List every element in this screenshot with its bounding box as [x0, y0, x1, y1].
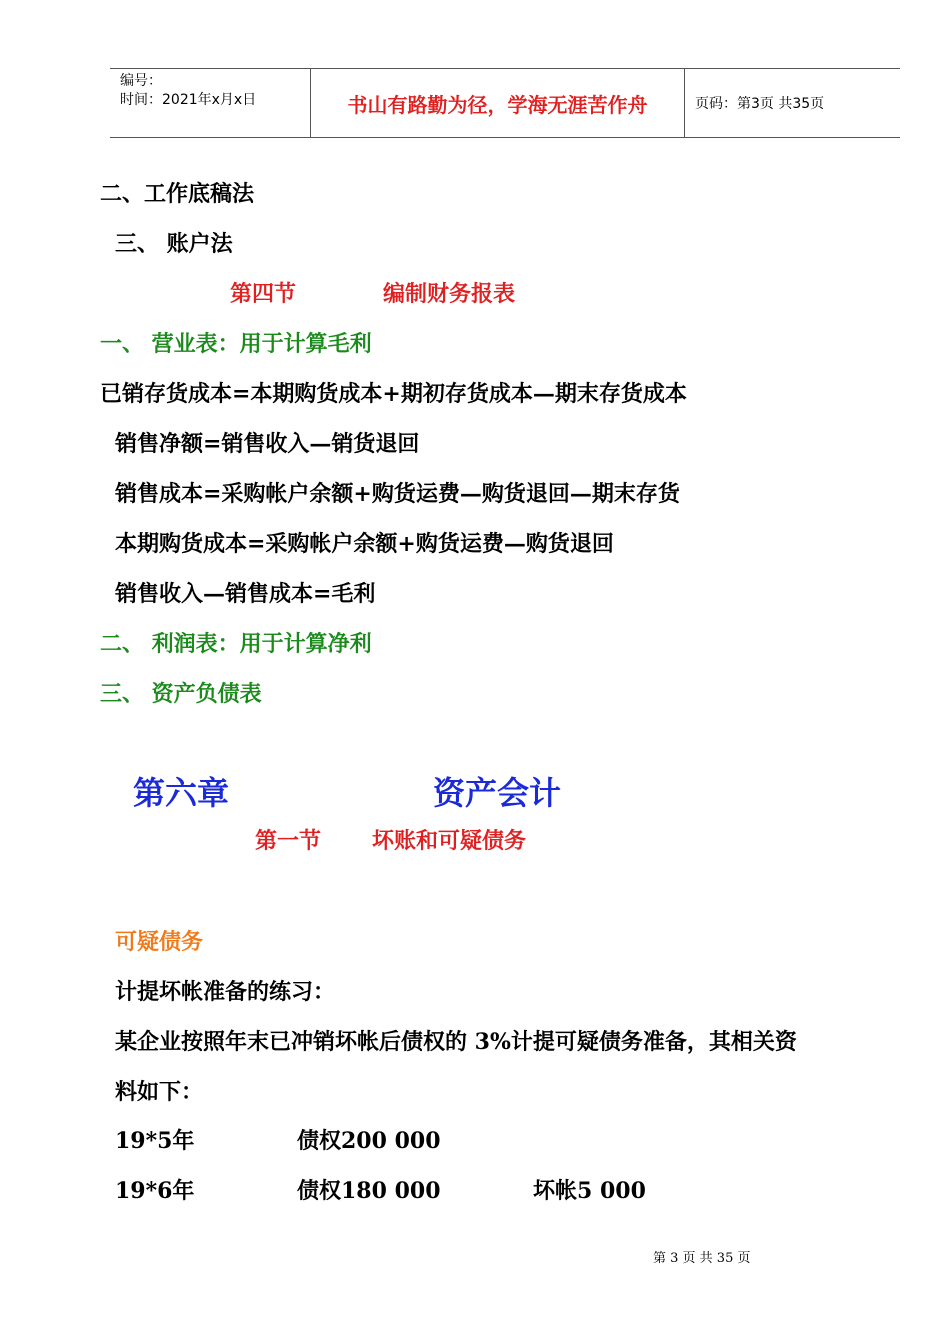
- row1-debt: 债权200 000: [297, 1128, 441, 1154]
- header-left-cell: [110, 69, 311, 137]
- item-balance-sheet: 三、 资产负债表: [100, 681, 262, 707]
- heading-working-paper: 二、工作底稿法: [100, 181, 255, 207]
- row2-bad-debt: 坏帐5 000: [533, 1178, 646, 1204]
- exercise-title: 计提坏帐准备的练习：: [115, 979, 336, 1005]
- time-label: 时间：2021年x月x日: [120, 92, 257, 108]
- section4-title: 编制财务报表: [383, 281, 516, 307]
- heading-account-method: 三、 账户法: [115, 231, 233, 257]
- page-header: [110, 68, 900, 138]
- row1-year: 19*5年: [115, 1128, 195, 1154]
- item-income-statement: 一、 营业表：用于计算毛利: [100, 331, 372, 357]
- item-profit-statement: 二、 利润表：用于计算净利: [100, 631, 372, 657]
- header-page-info: 页码：第3页 共35页: [695, 96, 825, 112]
- section1-number: 第一节: [255, 828, 322, 854]
- page-footer: 第 3 页 共 35 页: [653, 1251, 751, 1266]
- number-label: 编号：: [120, 73, 162, 89]
- exercise-text-line1: 某企业按照年末已冲销坏帐后债权的 3%计提可疑债务准备，其相关资: [115, 1029, 797, 1055]
- chapter-number: 第六章: [133, 774, 230, 812]
- formula-gross-profit: 销售收入—销售成本=毛利: [115, 581, 376, 607]
- row2-year: 19*6年: [115, 1178, 195, 1204]
- chapter-title: 资产会计: [433, 774, 562, 812]
- formula-cost-of-sales: 销售成本=采购帐户余额+购货运费—购货退回—期末存货: [115, 481, 680, 507]
- subheading-doubtful-debts: 可疑债务: [115, 929, 204, 955]
- row2-debt: 债权180 000: [297, 1178, 441, 1204]
- section4-number: 第四节: [230, 281, 297, 307]
- formula-cost-of-goods-sold: 已销存货成本=本期购货成本+期初存货成本—期末存货成本: [100, 381, 687, 407]
- formula-purchase-cost: 本期购货成本=采购帐户余额+购货运费—购货退回: [115, 531, 614, 557]
- exercise-text-line2: 料如下：: [115, 1079, 204, 1105]
- section1-title: 坏账和可疑债务: [372, 828, 527, 854]
- formula-net-sales: 销售净额=销售收入—销货退回: [115, 431, 420, 457]
- header-motto: 书山有路勤为径，学海无涯苦作舟: [311, 69, 685, 137]
